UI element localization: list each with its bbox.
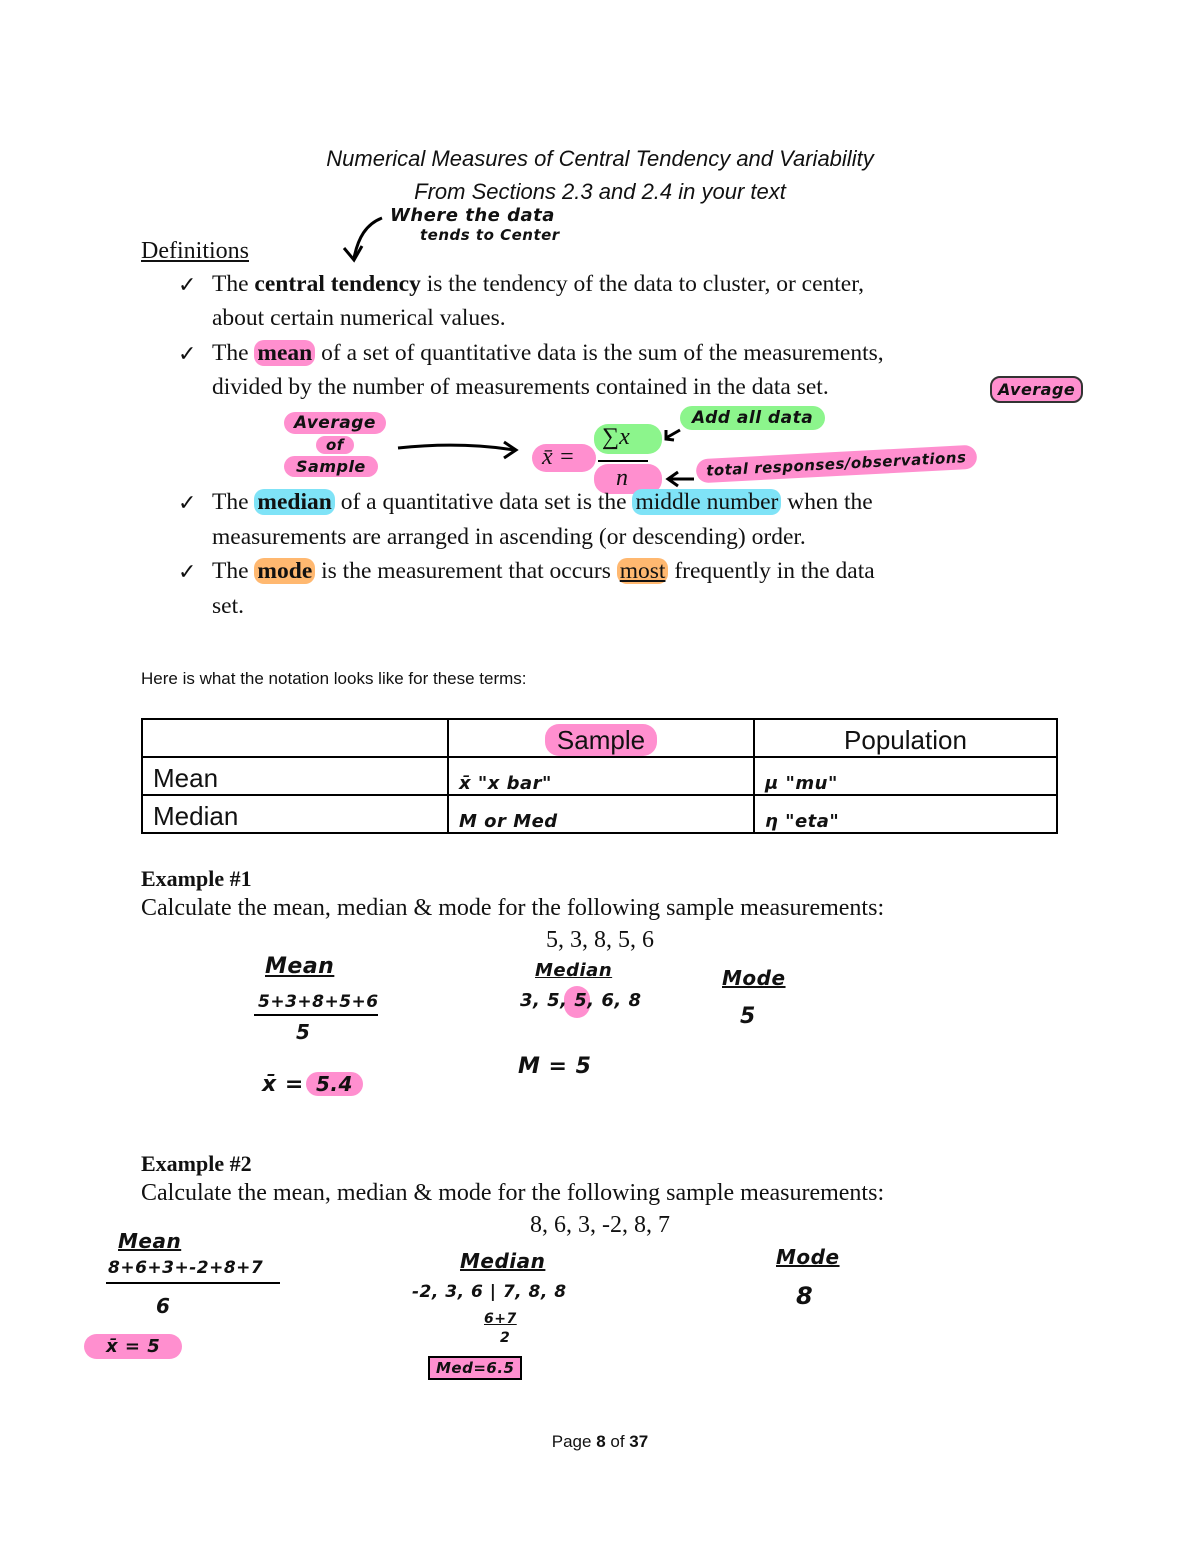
page-number: Page 8 of 37 — [551, 1432, 649, 1451]
def-median-line2: measurements are arranged in ascending (or descending) order. — [212, 524, 806, 550]
term-central-tendency: central tendency — [254, 271, 421, 297]
example1-data: 5, 3, 8, 5, 6 — [546, 927, 654, 953]
term-median: median — [254, 489, 334, 515]
table-cell-sample: x̄ "x bar" — [448, 757, 754, 795]
average-tag: Average — [990, 376, 1083, 403]
def-mode-line2: set. — [212, 593, 244, 619]
table-corner-cell — [142, 719, 448, 757]
checkmark-icon: ✓ — [178, 490, 197, 515]
checkmark-icon: ✓ — [178, 559, 197, 584]
example2-mean-result: x̄ = 5 — [84, 1334, 182, 1359]
most-highlight: most — [617, 558, 669, 584]
example2-mean-divisor: 6 — [156, 1294, 171, 1318]
def-median-line1: The median of a quantitative data set is the middle number when the — [212, 489, 873, 515]
example1-prompt: Calculate the mean, median & mode for the following sample measurements: — [141, 895, 885, 921]
example2-mode-result: 8 — [796, 1282, 814, 1310]
def-mean-line1: The mean of a set of quantitative data is the sum of the measurements, — [212, 340, 884, 366]
avg-sample-line2: of — [316, 436, 354, 454]
table-header-sample: Sample — [448, 719, 754, 757]
example2-median-mid-num: 6+7 — [484, 1311, 517, 1327]
arrow-left-icon — [662, 424, 682, 444]
add-all-data-note: Add all data — [680, 406, 825, 430]
def-mode-line1: The mode is the measurement that occurs most frequently in the data — [212, 558, 875, 584]
example1-mean-result: 5.4 — [306, 1072, 363, 1096]
example1-median-work: 3, 5, 5, 6, 8 — [520, 990, 642, 1011]
formula-lhs: x̄ = — [542, 444, 575, 470]
example2-median-mid-den: 2 — [500, 1330, 511, 1346]
def-mean-line2: divided by the number of measurements contained in the data set. — [212, 374, 829, 400]
example1-mean-sum: 5+3+8+5+6 — [258, 992, 379, 1012]
table-row — [142, 795, 1057, 833]
table-cell-population: η "eta" — [754, 795, 1057, 833]
formula-numerator: ∑x — [602, 424, 630, 450]
center-note-line2: tends to Center — [420, 226, 560, 244]
example2-mean-label: Mean — [118, 1229, 182, 1253]
example2-median-label: Median — [460, 1249, 546, 1273]
example2-data: 8, 6, 3, -2, 8, 7 — [530, 1212, 670, 1238]
avg-sample-line3: Sample — [284, 456, 378, 477]
page-subtitle: From Sections 2.3 and 2.4 in your text — [414, 179, 786, 204]
example2-median-work: -2, 3, 6 | 7, 8, 8 — [412, 1282, 567, 1302]
example1-median-result: M = 5 — [518, 1054, 592, 1079]
center-note-line1: Where the data — [390, 205, 555, 226]
page-title: Numerical Measures of Central Tendency and Variability — [326, 146, 874, 171]
example1-mode-label: Mode — [722, 966, 786, 990]
checkmark-icon: ✓ — [178, 272, 197, 297]
middle-number-highlight: middle number — [632, 489, 781, 515]
notation-table — [141, 718, 1058, 834]
table-row — [142, 757, 1057, 795]
example2-prompt: Calculate the mean, median & mode for the following sample measurements: — [141, 1180, 885, 1206]
example2-mean-sum: 8+6+3+-2+8+7 — [108, 1258, 264, 1278]
table-header-row — [142, 719, 1057, 757]
arrow-right-icon — [396, 438, 526, 460]
example1-heading: Example #1 — [141, 866, 252, 891]
total-responses-note: total responses/observations — [696, 445, 977, 484]
example1-mode-result: 5 — [740, 1004, 756, 1029]
example2-mode-label: Mode — [776, 1245, 840, 1269]
def-central-line1: The central tendency is the tendency of the data to cluster, or center, — [212, 271, 864, 297]
fraction-bar — [254, 1014, 378, 1016]
example1-median-label: Median — [535, 960, 613, 981]
arrow-down-icon — [340, 214, 390, 266]
table-cell-population: μ "mu" — [754, 757, 1057, 795]
term-mode: mode — [254, 558, 315, 584]
table-row-label: Mean — [142, 757, 448, 795]
notation-intro: Here is what the notation looks like for these terms: — [141, 669, 527, 688]
formula-denominator: n — [616, 465, 628, 491]
example1-mean-result-lhs: x̄ = — [262, 1072, 304, 1097]
arrow-left-icon — [664, 470, 696, 488]
table-row-label: Median — [142, 795, 448, 833]
checkmark-icon: ✓ — [178, 341, 197, 366]
table-header-population: Population — [754, 719, 1057, 757]
def-central-line2: about certain numerical values. — [212, 305, 506, 331]
example2-heading: Example #2 — [141, 1151, 252, 1176]
fraction-bar — [598, 460, 648, 462]
table-cell-sample: M or Med — [448, 795, 754, 833]
term-mean: mean — [254, 340, 315, 366]
definitions-heading: Definitions — [141, 238, 249, 264]
example1-mean-label: Mean — [265, 954, 335, 979]
example1-mean-divisor: 5 — [296, 1020, 311, 1044]
avg-sample-line1: Average — [284, 412, 386, 434]
fraction-bar — [106, 1282, 280, 1284]
example2-median-result: Med=6.5 — [428, 1356, 522, 1380]
